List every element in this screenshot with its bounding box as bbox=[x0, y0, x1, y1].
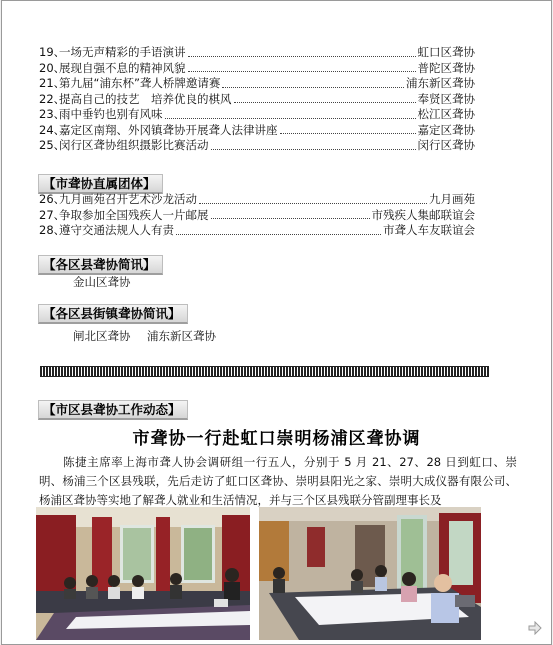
toc-entry-title: 嘉定区南翔、外冈镇聋协开展聋人法律讲座 bbox=[59, 122, 278, 137]
toc-entry[interactable] bbox=[39, 223, 475, 239]
toc-leader-dots bbox=[176, 234, 381, 235]
toc-entry[interactable] bbox=[39, 45, 475, 61]
toc-entry[interactable] bbox=[39, 107, 475, 123]
toc-entry-title: 遵守交通法规人人有责 bbox=[59, 223, 174, 237]
toc-entry-source: 松江区聋协 bbox=[417, 107, 475, 121]
toc-leader-dots bbox=[188, 56, 416, 57]
toc-leader-dots bbox=[199, 203, 427, 204]
toc-entry-title: 九月画苑召开艺术沙龙活动 bbox=[59, 192, 197, 206]
toc-entry-source: 市残疾人集邮联谊会 bbox=[371, 207, 475, 222]
toc-entry[interactable] bbox=[39, 76, 475, 92]
toc-entry-title: 提高自己的技艺 培养优良的棋风 bbox=[59, 91, 232, 106]
toc-entry-number: 23、 bbox=[39, 107, 66, 121]
toc-leader-dots bbox=[222, 87, 404, 88]
toc-entry-title: 展现自强不息的精神风貌 bbox=[59, 60, 186, 75]
toc-entry-number: 22、 bbox=[39, 91, 66, 106]
toc-entry[interactable] bbox=[39, 138, 475, 154]
toc-leader-dots bbox=[165, 118, 416, 119]
toc-entry-title: 第九届“浦东杯”聋人桥牌邀请赛 bbox=[59, 76, 221, 90]
toc-entry[interactable] bbox=[39, 192, 475, 208]
toc-entry-title: 闵行区聋协组织摄影比赛活动 bbox=[59, 138, 209, 152]
toc-entry-number: 28、 bbox=[39, 223, 66, 237]
toc-leader-dots bbox=[188, 71, 416, 72]
meeting-photo-right bbox=[259, 507, 481, 640]
section-heading-work-updates: 【市区县聋协工作动态】 bbox=[38, 400, 188, 420]
meeting-photo-left bbox=[36, 507, 250, 640]
toc-leader-dots bbox=[211, 218, 370, 219]
section-heading-district-news: 【各区县聋协简讯】 bbox=[38, 255, 163, 275]
toc-entry-number: 25、 bbox=[39, 138, 66, 152]
toc-leader-dots bbox=[280, 133, 416, 134]
toc-entry-source: 虹口区聋协 bbox=[417, 45, 475, 59]
toc-entry[interactable] bbox=[39, 92, 475, 108]
toc-entry[interactable] bbox=[39, 61, 475, 77]
article-body: 陈捷主席率上海市聋人协会调研组一行五人，分别于 5 月 21、27、28 日到虹口、崇明、杨浦三个区县残联，先后走访了虹口区聋协、崇明县阳光之家、崇明大成仪器有限公司、杨浦区聋协等实地了解聋人就业和生活情况，并与三个区县残联分管副理事长及 bbox=[39, 455, 517, 507]
toc-entry-number: 20、 bbox=[39, 60, 66, 75]
toc-entry-source: 市聋人车友联谊会 bbox=[383, 223, 475, 237]
toc-entry-source: 嘉定区聋协 bbox=[417, 122, 475, 137]
next-page-arrow-icon[interactable] bbox=[528, 621, 542, 635]
article-title: 市聋协一行赴虹口崇明杨浦区聋协调 bbox=[132, 429, 421, 449]
street-news-item[interactable]: 浦东新区聋协 bbox=[147, 329, 216, 343]
toc-leader-dots bbox=[211, 149, 416, 150]
toc-entry[interactable] bbox=[39, 123, 475, 139]
toc-entry-title: 一场无声精彩的手语演讲 bbox=[59, 45, 186, 59]
document-page bbox=[1, 0, 552, 645]
toc-entry-title: 争取参加全国残疾人一片邮展 bbox=[59, 207, 209, 222]
district-news-item[interactable]: 金山区聋协 bbox=[73, 275, 131, 289]
table-of-contents bbox=[39, 45, 475, 154]
section-heading-direct-groups: 【市聋协直属团体】 bbox=[38, 174, 163, 194]
decorative-divider bbox=[40, 366, 489, 377]
toc-entry-source: 奉贤区聋协 bbox=[417, 91, 475, 106]
toc-leader-dots bbox=[234, 102, 416, 103]
toc-entry-number: 19、 bbox=[39, 45, 66, 59]
toc-entry-number: 24、 bbox=[39, 122, 66, 137]
toc-entry-source: 浦东新区聋协 bbox=[406, 76, 475, 90]
section-heading-street-news: 【各区县街镇聋协简讯】 bbox=[38, 304, 188, 324]
toc-entry-number: 27、 bbox=[39, 207, 66, 222]
toc-entry-source: 九月画苑 bbox=[429, 192, 475, 206]
toc-entry-number: 26、 bbox=[39, 192, 66, 206]
toc-entry-number: 21、 bbox=[39, 76, 66, 90]
toc-entry-source: 闵行区聋协 bbox=[417, 138, 475, 152]
toc-entry-source: 普陀区聋协 bbox=[417, 60, 475, 75]
toc-entry-title: 雨中垂钓也别有风味 bbox=[59, 107, 163, 121]
direct-groups-list bbox=[39, 192, 475, 239]
street-news-item[interactable]: 闸北区聋协 bbox=[73, 329, 131, 343]
toc-entry[interactable] bbox=[39, 208, 475, 224]
